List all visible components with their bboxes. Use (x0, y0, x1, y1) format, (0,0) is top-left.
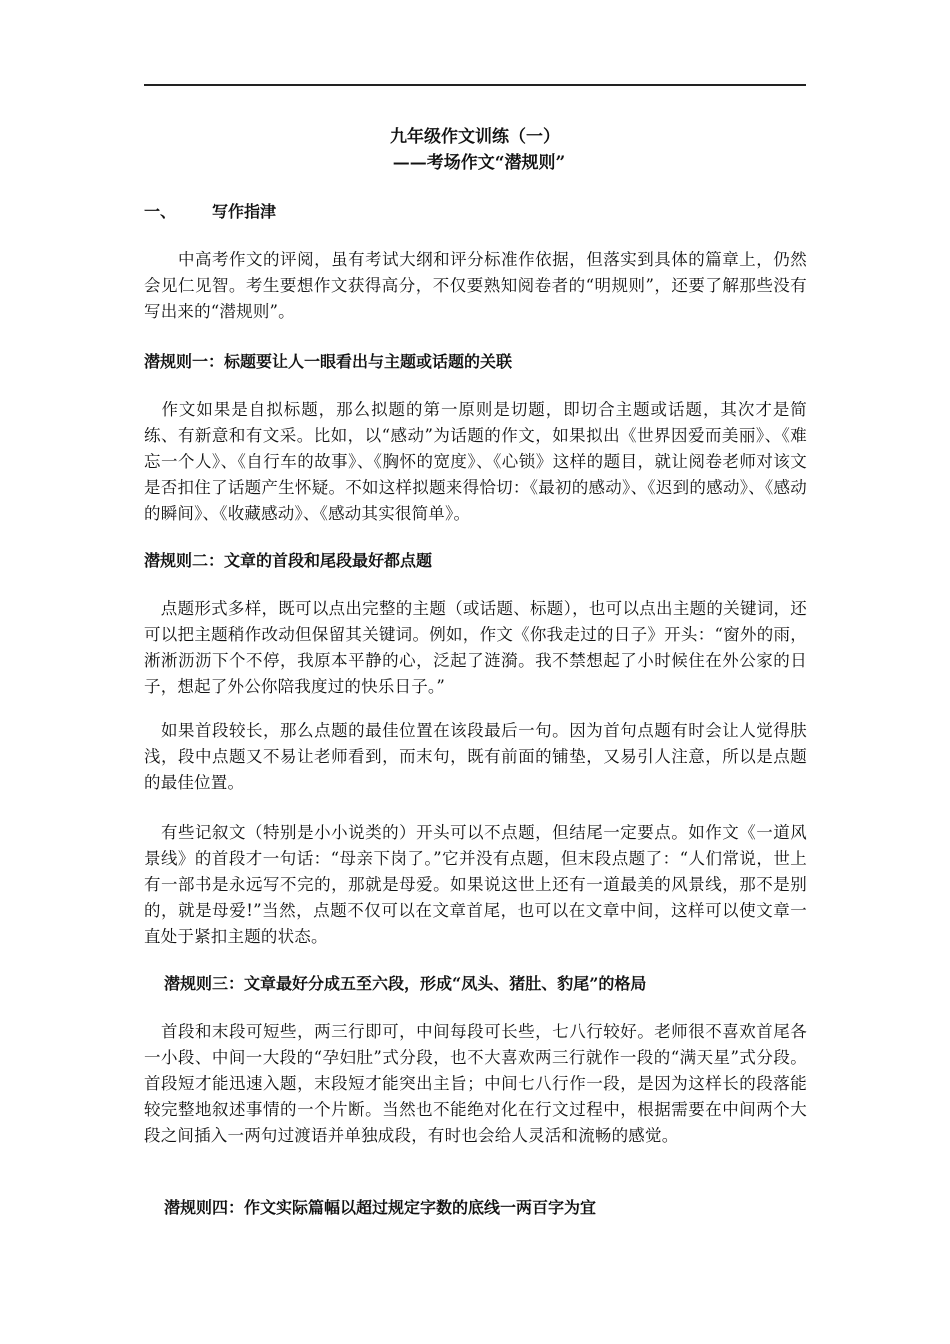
intro-paragraph: 中高考作文的评阅，虽有考试大纲和评分标准作依据，但落实到具体的篇章上，仍然会见仁见智。考生要想作文获得高分，不仅要熟知阅卷者的“明规则”，还要了解那些没有写出来的“潜规则”。 (144, 250, 807, 321)
header-rule (144, 84, 806, 86)
rule1-paragraph: 作文如果是自拟标题，那么拟题的第一原则是切题，即切合主题或话题，其次才是简练、有新意和有文采。比如，以“感动”为话题的作文，如果拟出《世界因爱而美丽》、《难忘一个人》、《自行车的故事》、《胸怀的宽度》、《心锁》这样的题目，就让阅卷老师对该文是否扣住了话题产生怀疑。不如这样拟题来得恰切：《最初的感动》、《迟到的感动》、《感动的瞬间》、《收藏感动》、《感动其实很简单》。 (144, 400, 807, 523)
rule2-paragraph-2: 如果首段较长，那么点题的最佳位置在该段最后一句。因为首句点题有时会让人觉得肤浅，段中点题又不易让老师看到，而末句，既有前面的铺垫，又易引人注意，所以是点题的最佳位置。 (144, 721, 807, 792)
rule2-paragraph-1: 点题形式多样，既可以点出完整的主题（或话题、标题），也可以点出主题的关键词，还可以把主题稍作改动但保留其关键词。例如，作文《你我走过的日子》开头：“窗外的雨，淅淅沥沥下个不停，我原本平静的心，泛起了涟漪。我不禁想起了小时候住在外公家的日子，想起了外公你陪我度过的快乐日子。” (144, 599, 807, 696)
rule2-heading: 潜规则二：文章的首段和尾段最好都点题 (144, 551, 433, 570)
rule4-heading: 潜规则四：作文实际篇幅以超过规定字数的底线一两百字为宜 (164, 1198, 597, 1217)
rule2-paragraph-3: 有些记叙文（特别是小小说类的）开头可以不点题，但结尾一定要点。如作文《一道风景线》的首段才一句话：“母亲下岗了。”它并没有点题，但末段点题了：“人们常说，世上有一部书是永远写不完的，那就是母爱。如果说这世上还有一道最美的风景线，那不是别的，就是母爱!”当然，点题不仅可以在文章首尾，也可以在文章中间，这样可以使文章一直处于紧扣主题的状态。 (144, 823, 807, 946)
document-title: 九年级作文训练（一） (390, 127, 560, 147)
rule3-paragraph: 首段和末段可短些，两三行即可，中间每段可长些，七八行较好。老师很不喜欢首尾各一小段、中间一大段的“孕妇肚”式分段，也不大喜欢两三行就作一段的“满天星”式分段。首段短才能迅速入题，末段短才能突出主旨；中间七八行作一段，是因为这样长的段落能较完整地叙述事情的一个片断。当然也不能绝对化在行文过程中，根据需要在中间两个大段之间插入一两句过渡语并单独成段，有时也会给人灵活和流畅的感觉。 (144, 1022, 807, 1145)
section-heading (144, 200, 276, 224)
section-number: 一、 (144, 202, 177, 221)
rule3-heading: 潜规则三：文章最好分成五至六段，形成“凤头、猪肚、豹尾”的格局 (164, 974, 647, 993)
section-title: 写作指津 (212, 202, 277, 221)
document-subtitle: ——考场作文“潜规则” (392, 153, 566, 173)
rule1-heading: 潜规则一：标题要让人一眼看出与主题或话题的关联 (144, 352, 513, 371)
title-block (144, 124, 806, 176)
